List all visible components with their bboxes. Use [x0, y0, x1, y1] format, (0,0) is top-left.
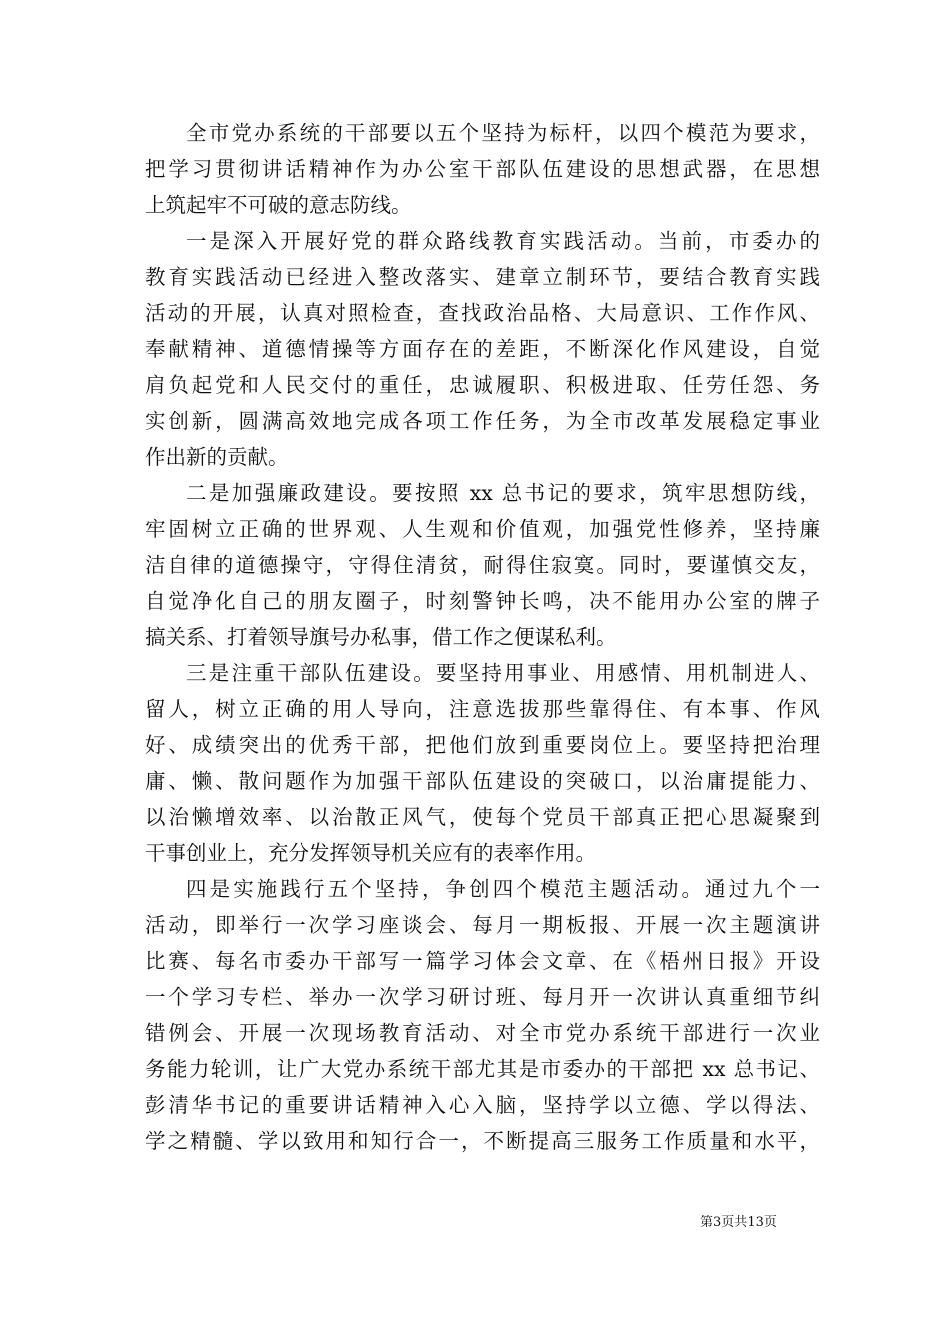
- text-line: 学之精髓、学以致用和知行合一，不断提高三服务工作质量和水平，: [145, 1129, 820, 1153]
- text-line: 教育实践活动已经进入整改落实、建章立制环节，要结合教育实践: [145, 265, 820, 289]
- text-line: 作出新的贡献。: [145, 445, 289, 469]
- text-line: 活动的开展，认真对照检查，查找政治品格、大局意识、工作作风、: [145, 301, 820, 325]
- text-line: 全市党办系统的干部要以五个坚持为标杆，以四个模范为要求，: [186, 121, 820, 145]
- text-line: 上筑起牢不可破的意志防线。: [145, 193, 412, 217]
- text-line: 庸、懒、散问题作为加强干部队伍建设的突破口，以治庸提能力、: [145, 769, 820, 793]
- text-line: 二是加强廉政建设。要按照 xx 总书记的要求，筑牢思想防线，: [186, 481, 820, 505]
- text-line: 把学习贯彻讲话精神作为办公室干部队伍建设的思想武器，在思想: [145, 157, 820, 181]
- text-line: 务能力轮训，让广大党办系统干部尤其是市委办的干部把 xx 总书记、: [145, 1057, 820, 1081]
- text-line: 搞关系、打着领导旗号办私事，借工作之便谋私利。: [145, 625, 617, 649]
- text-line: 三是注重干部队伍建设。要坚持用事业、用感情、用机制进人、: [186, 661, 820, 685]
- text-line: 洁自律的道德操守，守得住清贫，耐得住寂寞。同时，要谨慎交友，: [145, 553, 820, 577]
- text-line: 奉献精神、道德情操等方面存在的差距，不断深化作风建设，自觉: [145, 337, 820, 361]
- text-line: 自觉净化自己的朋友圈子，时刻警钟长鸣，决不能用办公室的牌子: [145, 589, 820, 613]
- text-line: 比赛、每名市委办干部写一篇学习体会文章、在《梧州日报》开设: [145, 949, 820, 973]
- paragraph-5: [145, 871, 820, 1159]
- text-line: 四是实施践行五个坚持，争创四个模范主题活动。通过九个一: [186, 877, 820, 901]
- paragraph-3: [145, 475, 820, 655]
- footer-middle: 页共: [721, 1215, 748, 1230]
- text-line: 肩负起党和人民交付的重任，忠诚履职、积极进取、任劳任怨、务: [145, 373, 820, 397]
- text-line: 好、成绩突出的优秀干部，把他们放到重要岗位上。要坚持把治理: [145, 733, 820, 757]
- text-line: 错例会、开展一次现场教育活动、对全市党办系统干部进行一次业: [145, 1021, 820, 1045]
- footer-current-page: 3: [713, 1215, 722, 1230]
- page-footer: [700, 1213, 777, 1233]
- text-line: 活动，即举行一次学习座谈会、每月一期板报、开展一次主题演讲: [145, 913, 820, 937]
- paragraph-1: [145, 115, 820, 223]
- text-line: 以治懒增效率、以治散正风气，使每个党员干部真正把心思凝聚到: [145, 805, 820, 829]
- text-line: 一个学习专栏、举办一次学习研讨班、每月开一次讲认真重细节纠: [145, 985, 820, 1009]
- footer-suffix: 页: [763, 1215, 777, 1230]
- text-line: 留人，树立正确的用人导向，注意选拔那些靠得住、有本事、作风: [145, 697, 820, 721]
- paragraph-4: [145, 655, 820, 871]
- document-body: [145, 115, 820, 1159]
- text-line: 一是深入开展好党的群众路线教育实践活动。当前，市委办的: [186, 229, 820, 253]
- text-line: 干事创业上，充分发挥领导机关应有的表率作用。: [145, 841, 596, 865]
- text-line: 实创新，圆满高效地完成各项工作任务，为全市改革发展稳定事业: [145, 409, 820, 433]
- paragraph-2: [145, 223, 820, 475]
- text-line: 牢固树立正确的世界观、人生观和价值观，加强党性修养，坚持廉: [145, 517, 820, 541]
- footer-prefix: 第: [700, 1215, 714, 1230]
- text-line: 彭清华书记的重要讲话精神入心入脑，坚持学以立德、学以得法、: [145, 1093, 820, 1117]
- footer-total-pages: 13: [747, 1215, 764, 1230]
